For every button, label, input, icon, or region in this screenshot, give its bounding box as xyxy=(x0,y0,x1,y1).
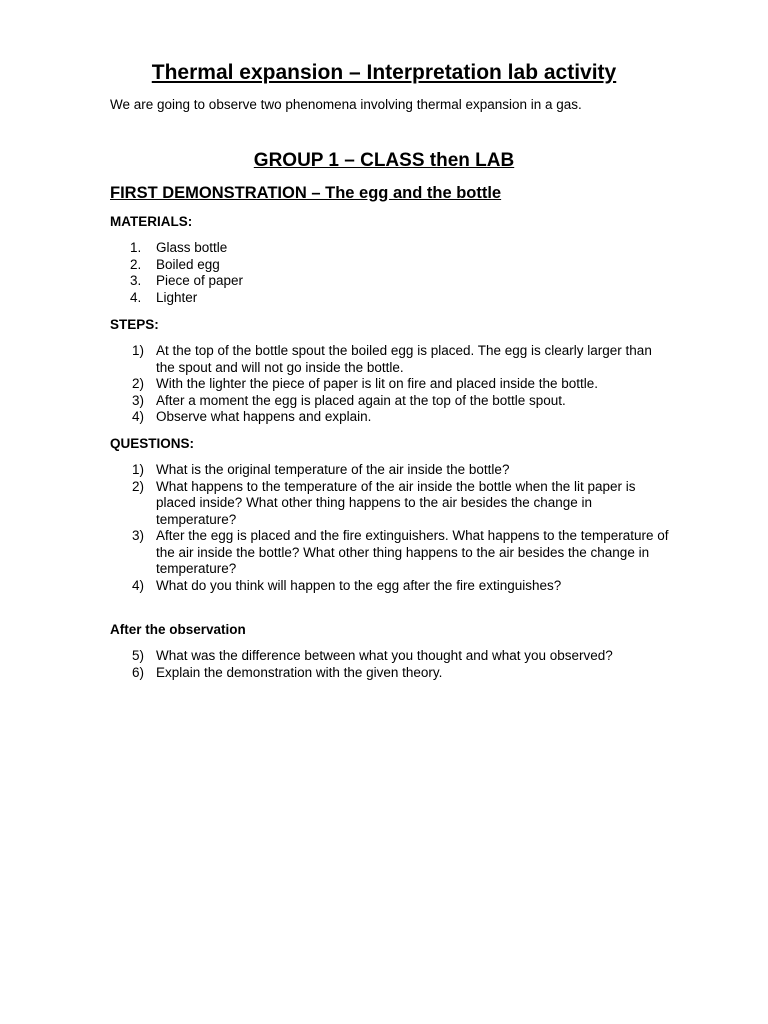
list-item xyxy=(110,393,670,410)
intro-paragraph: We are going to observe two phenomena involving thermal expansion in a gas. xyxy=(110,97,582,112)
list-item xyxy=(110,376,670,393)
materials-label: MATERIALS: xyxy=(110,214,193,229)
list-item xyxy=(110,578,670,595)
list-item xyxy=(110,240,670,257)
list-item-number: 1) xyxy=(132,462,145,477)
list-item-number: 2. xyxy=(130,256,142,272)
list-item-number: 3. xyxy=(130,273,142,288)
list-item xyxy=(110,343,670,376)
steps-label: STEPS: xyxy=(110,317,159,332)
after-observation-label: After the observation xyxy=(110,622,246,637)
list-item xyxy=(110,409,670,426)
list-item-text: Explain the demonstration with the given theory. xyxy=(156,664,443,680)
list-item xyxy=(110,479,670,529)
list-item-text: Boiled egg xyxy=(156,256,220,272)
list-item-text: What is the original temperature of the air inside the bottle? xyxy=(156,462,510,477)
list-item-number: 4) xyxy=(132,409,145,424)
list-item-number: 1. xyxy=(130,240,142,255)
list-item-text: What happens to the temperature of the air inside the bottle when the lit paper is placed inside? What other thing happens to the air besides the change in temperature? xyxy=(156,478,636,527)
list-item xyxy=(110,648,670,665)
list-item xyxy=(110,528,670,578)
list-item-text: What was the difference between what you thought and what you observed? xyxy=(156,648,613,663)
list-item xyxy=(110,462,670,479)
list-item xyxy=(110,665,670,682)
questions-label: QUESTIONS: xyxy=(110,436,195,451)
list-item-number: 2) xyxy=(132,376,145,391)
list-item-number: 3) xyxy=(132,528,145,543)
list-item-text: After a moment the egg is placed again at the top of the bottle spout. xyxy=(156,392,566,408)
list-item-text: After the egg is placed and the fire extinguishers. What happens to the temperature of the air inside the bottle? What other thing happens to the air besides the change in temperature? xyxy=(156,528,669,576)
group-heading: GROUP 1 – CLASS then LAB xyxy=(253,150,515,171)
list-item-text: Lighter xyxy=(156,289,198,305)
list-item-number: 5) xyxy=(132,648,145,663)
list-item-number: 4. xyxy=(130,289,142,305)
list-item-number: 3) xyxy=(132,392,145,408)
list-item-number: 2) xyxy=(132,478,145,494)
list-item-text: What do you think will happen to the egg after the fire extinguishes? xyxy=(156,577,562,593)
list-item-text: Piece of paper xyxy=(156,273,244,288)
demonstration-heading: FIRST DEMONSTRATION – The egg and the bottle xyxy=(110,184,502,202)
list-item-text: With the lighter the piece of paper is lit on fire and placed inside the bottle. xyxy=(156,376,599,391)
list-item-number: 6) xyxy=(132,664,145,680)
after-observation-list xyxy=(110,648,670,681)
questions-list xyxy=(110,462,670,594)
list-item-text: Observe what happens and explain. xyxy=(156,409,372,424)
materials-list xyxy=(110,240,670,306)
list-item-text: At the top of the bottle spout the boiled egg is placed. The egg is clearly larger than the spout and will not go inside the bottle. xyxy=(156,343,652,375)
list-item xyxy=(110,257,670,274)
list-item xyxy=(110,273,670,290)
document-title: Thermal expansion – Interpretation lab activity xyxy=(151,61,617,84)
list-item-number: 1) xyxy=(132,343,145,358)
list-item-number: 4) xyxy=(132,577,145,593)
steps-list xyxy=(110,343,670,426)
list-item xyxy=(110,290,670,307)
list-item-text: Glass bottle xyxy=(156,240,228,255)
